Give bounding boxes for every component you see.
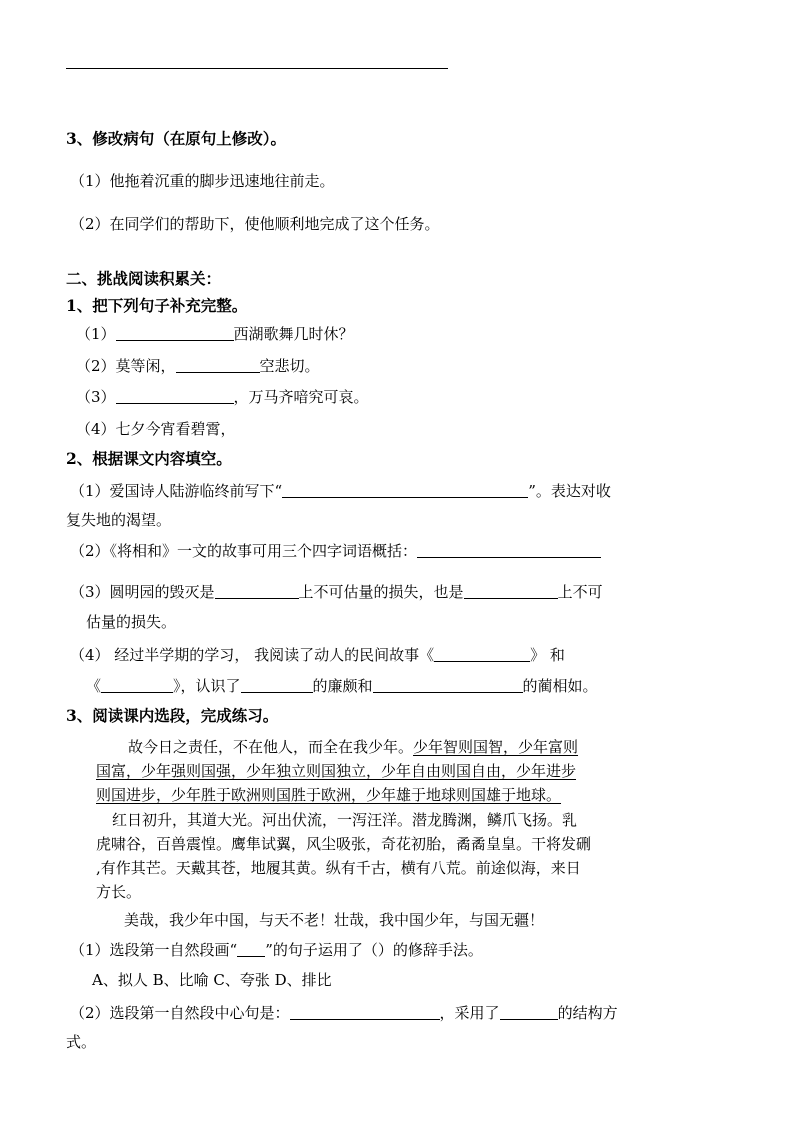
subquestion-1-options: A、拟人 B、比喻 C、夸张 D、排比 [92,971,332,989]
q2-item-1-cont: 复失地的渴望。 [66,511,172,529]
revise-item-1: （1）他拖着沉重的脚步迅速地往前走。 [70,172,335,190]
fill-blank[interactable] [101,676,173,693]
passage-p3: 美哉，我少年中国，与天不老！壮哉，我中国少年，与国无疆！ [124,911,545,929]
underlined-sentence: 则国进步，少年胜于欧洲则国胜于欧洲，少年雄于地球则国雄于地球。 [96,786,562,804]
q3-heading: 3、阅读课内选段，完成练习。 [66,706,279,725]
q1-item-2: （2）莫等闲， 空悲切。 [76,357,320,375]
q1-item-1: （1） 西湖歌舞几时休？ [76,325,354,343]
q2-item-3-cont: 估量的损失。 [86,613,177,631]
section-heading-revise: 3、修改病句（在原句上修改）。 [66,129,287,148]
fill-blank[interactable] [417,541,601,558]
fill-blank[interactable] [290,1003,440,1020]
part-title: 二、挑战阅读积累关： [66,269,222,288]
subquestion-2-cont: 式。 [66,1033,97,1051]
q2-item-1: （1）爱国诗人陆游临终前写下“ ”。表达对收 [70,482,611,500]
revise-item-2: （2）在同学们的帮助下，使他顺利地完成了这个任务。 [70,215,440,233]
passage-p2-line-2: 虎啸谷，百兽震惶。鹰隼试翼，风尘吸张，奇花初胎，矞矞皇皇。干将发硎 [96,835,592,853]
fill-blank[interactable] [500,1003,558,1020]
q2-item-4-cont: 《 》，认识了 的廉颇和 的蔺相如。 [86,677,598,695]
fill-blank[interactable] [116,324,234,341]
fill-blank[interactable] [116,387,234,404]
q1-item-3: （3） ，万马齐喑究可哀。 [76,388,369,406]
q2-item-2: （2）《将相和》一文的故事可用三个四字词语概括： [70,541,601,561]
fill-blank[interactable] [434,645,530,662]
passage-p2-line-3: ,有作其芒。天戴其苍，地履其黄。纵有千古，横有八荒。前途似海，来日 [96,859,581,877]
fill-blank[interactable] [237,940,265,957]
fill-blank[interactable] [282,481,528,498]
subquestion-1: （1）选段第一自然段画“ ”的句子运用了（）的修辞手法。 [70,941,483,959]
fill-blank[interactable] [215,582,299,599]
fill-blank[interactable] [241,676,313,693]
passage-p1-line-1: 故今日之责任，不在他人，而全在我少年。少年智则国智，少年富则 [128,738,579,756]
fill-blank[interactable] [373,676,523,693]
q2-heading: 2、根据课文内容填空。 [66,449,232,468]
q1-item-4: （4）七夕今宵看碧霄， [76,420,236,438]
passage-p2-line-1: 红日初升，其道大光。河出伏流，一泻汪洋。潜龙腾渊，鳞爪飞扬。乳 [112,811,578,829]
fill-blank[interactable] [464,582,558,599]
subquestion-2: （2）选段第一自然段中心句是： ，采用了 的结构方 [70,1004,618,1022]
q2-item-3: （3）圆明园的毁灭是 上不可估量的损失，也是 上不可 [70,583,603,601]
underlined-sentence: 少年智则国智，少年富则 [413,738,579,756]
answer-line [66,68,448,69]
passage-p2-line-4: 方长。 [96,883,142,901]
underlined-sentence: 国富，少年强则国强，少年独立则国独立，少年自由则国自由，少年进步 [96,762,577,780]
q1-heading: 1、把下列句子补充完整。 [66,296,248,315]
fill-blank[interactable] [176,356,260,373]
q2-item-4: （4） 经过半学期的学习， 我阅读了动人的民间故事《 》 和 [70,646,565,664]
